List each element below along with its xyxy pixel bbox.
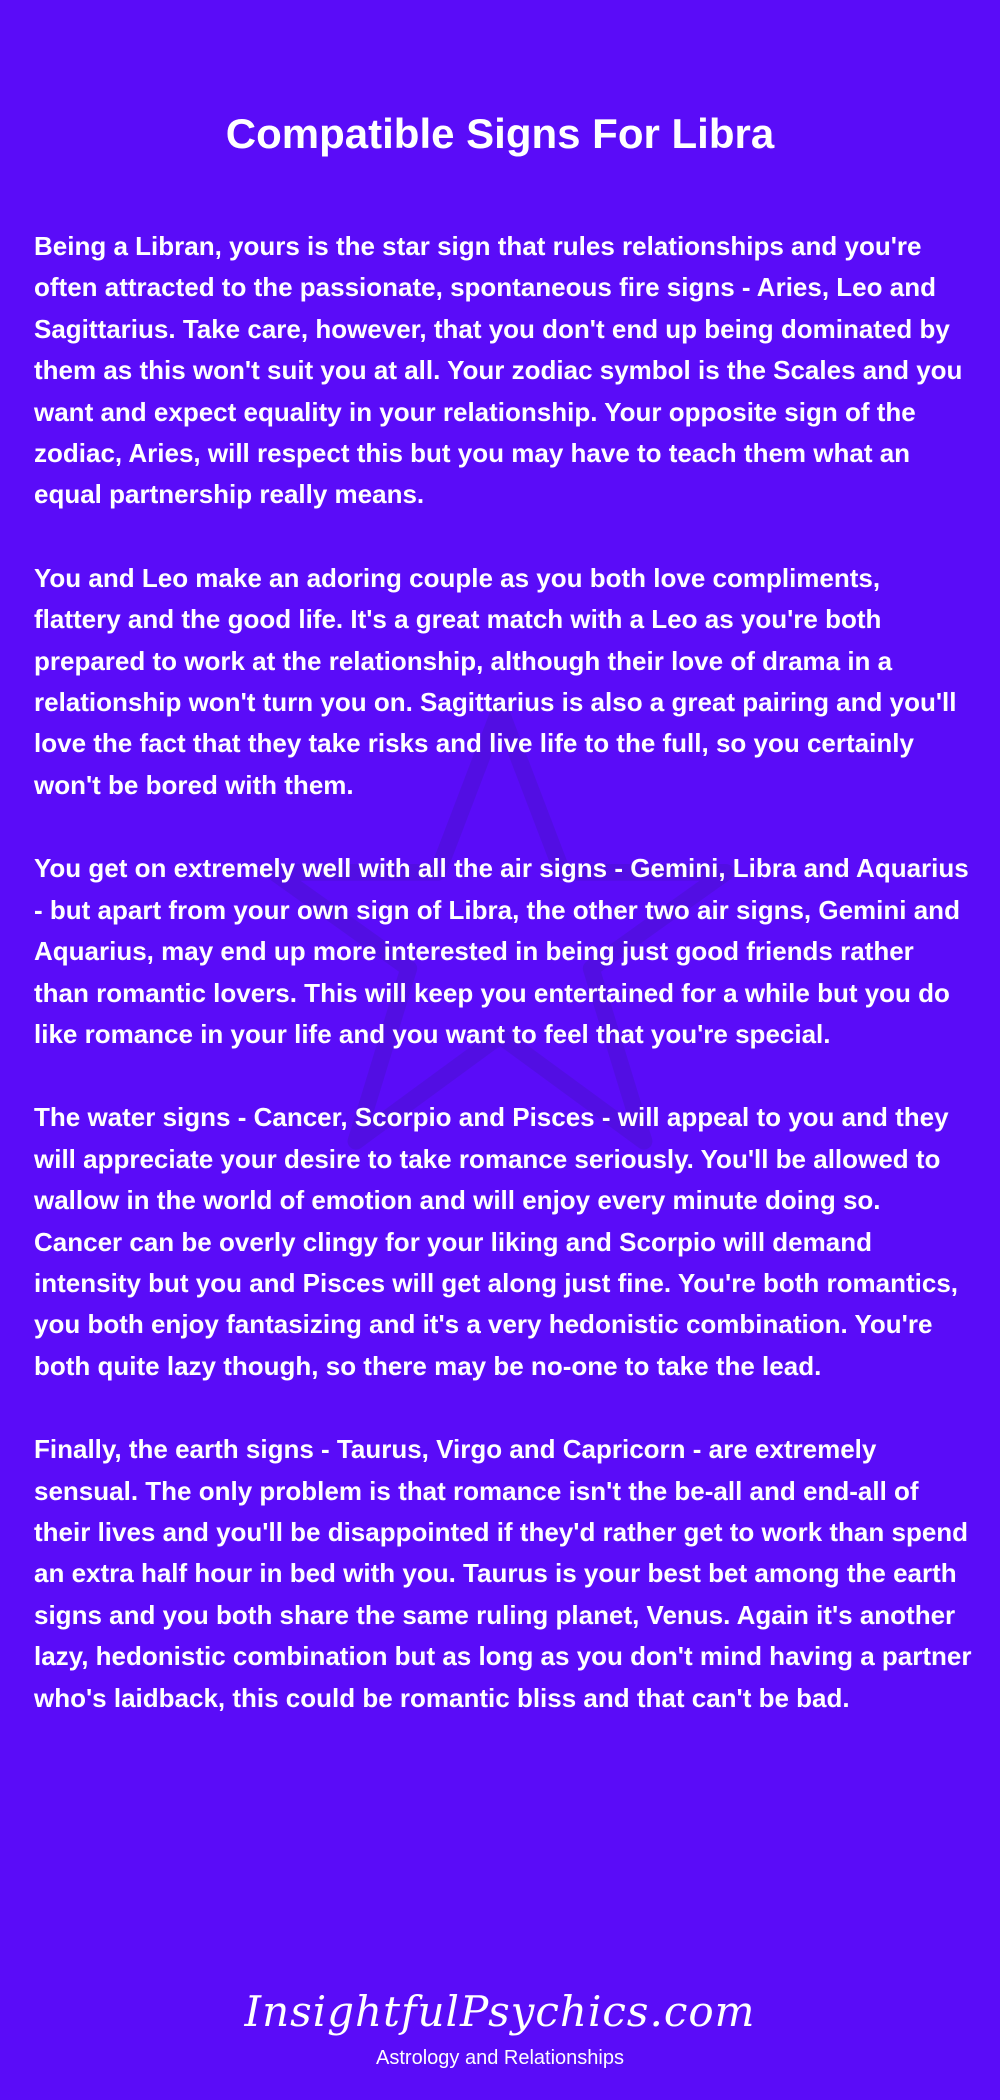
article-body — [34, 226, 972, 1761]
paragraph-leo-sagittarius: You and Leo make an adoring couple as you both love compliments, flattery and the good life. It's a great match with a Leo as you're both prepared to work at the relationship, although their love of drama in a relationship won't turn you on. Sagittarius is also a great pairing and you'll love the fact that they take risks and live life to the full, so you certainly won't be bored with them. — [34, 562, 957, 800]
page-title: Compatible Signs For Libra — [225, 110, 775, 157]
site-tagline: Astrology and Relationships — [376, 2047, 624, 2069]
paragraph-earth-signs: Finally, the earth signs - Taurus, Virgo and Capricorn - are extremely sensual. The only problem is that romance isn't the be-all and end-all of their lives and you'll be disappointed if they'd rather get to work than spend an extra half hour in bed with you. Taurus is your best bet among the earth signs and you both share the same ruling planet, Venus. Again it's another lazy, hedonistic combination but as long as you don't mind having a partner who's laidback, this could be romantic bliss and that can't be bad. — [34, 1434, 972, 1713]
paragraph-water-signs: The water signs - Cancer, Scorpio and Pisces - will appeal to you and they will appreciate your desire to take romance seriously. You'll be allowed to wallow in the world of emotion and will enjoy every minute doing so. Cancer can be overly clingy for your liking and Scorpio will demand intensity but you and Pisces will get along just fine. You're both romantics, you both enjoy fantasizing and it's a very hedonistic combination. You're both quite lazy though, so there may be no-one to take the lead. — [34, 1102, 959, 1381]
paragraph-fire-signs: Being a Libran, yours is the star sign that rules relationships and you're often attracted to the passionate, spontaneous fire signs - Aries, Leo and Sagittarius. Take care, however, that you don't end up being dominated by them as this won't suit you at all. Your zodiac symbol is the Scales and you want and expect equality in your relationship. Your opposite sign of the zodiac, Aries, will respect this but you may have to teach them what an equal partnership really means. — [34, 231, 963, 510]
paragraph-air-signs: You get on extremely well with all the air signs - Gemini, Libra and Aquarius - but apart from your own sign of Libra, the other two air signs, Gemini and Aquarius, may end up more interested in being just good friends rather than romantic lovers. This will keep you entertained for a while but you do like romance in your life and you want to feel that you're special. — [34, 853, 969, 1049]
site-logo[interactable]: InsightfulPsychics.com — [244, 1987, 756, 2036]
footer — [0, 1985, 1000, 2073]
